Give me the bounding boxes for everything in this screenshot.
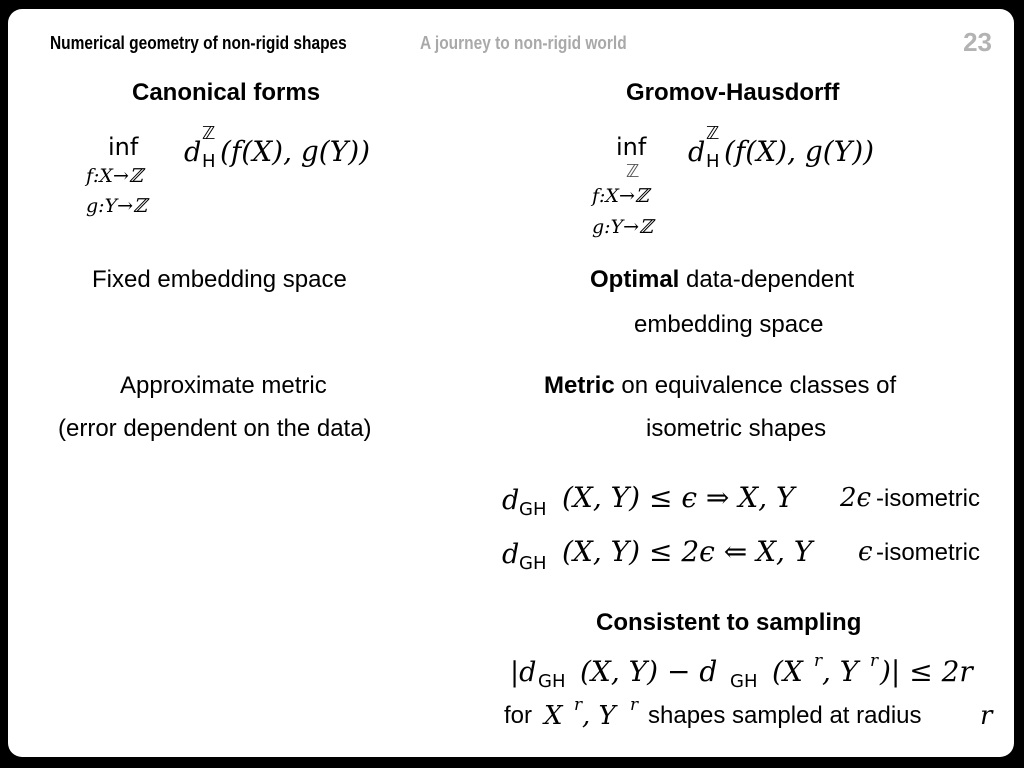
optimal-rest: data-dependent	[679, 266, 855, 293]
approximate-metric-text: Approximate metric	[120, 372, 327, 399]
consistent-sampling-heading: Consistent to sampling	[596, 609, 862, 636]
canonical-forms-heading: Canonical forms	[132, 79, 321, 106]
optimal-bold: Optimal	[590, 266, 680, 293]
cons-gh1: GH	[538, 671, 566, 692]
cons-leq-2r: )| ≤ 2r	[880, 655, 973, 688]
formula-sup-z: ℤ	[202, 123, 216, 144]
presentation-subtitle: A journey to non-rigid world	[420, 33, 627, 53]
for-x: X	[544, 701, 563, 731]
gh-formula-d: d	[688, 137, 706, 168]
ineq1-isometric: -isometric	[876, 485, 981, 512]
page-number: 23	[963, 27, 992, 57]
ineq1-2eps: 2ϵ	[840, 483, 872, 513]
gh-formula-sub-h: H	[706, 151, 720, 172]
for-y: , Y	[582, 701, 616, 731]
formula-d: d	[184, 137, 202, 168]
cons-sup-r1: r	[814, 651, 823, 671]
ineq2-eps: ϵ	[858, 537, 873, 567]
gh-formula-subscript-g: g:Y→ℤ	[592, 216, 653, 238]
formula-args: (f(X), g(Y))	[220, 135, 371, 168]
cons-xy-minus-d: (X, Y) − d	[580, 655, 718, 688]
gh-formula-subscript-f: f:X→ℤ	[592, 185, 649, 207]
for-text: for	[504, 702, 533, 729]
formula-sub-h: H	[202, 151, 216, 172]
shapes-sampled-text: shapes sampled at radius	[648, 702, 922, 729]
ineq1-d: d	[502, 485, 520, 516]
gromov-hausdorff-heading: Gromov-Hausdorff	[626, 79, 840, 106]
cons-xr: (X	[772, 655, 803, 688]
ineq2-gh: GH	[519, 553, 547, 574]
metric-rest: on equivalence classes of	[614, 372, 897, 399]
for-sup-r1: r	[574, 695, 583, 715]
formula-inf: inf	[108, 133, 139, 161]
for-sup-r2: r	[630, 695, 639, 715]
radius-r: r	[980, 701, 993, 731]
ineq2-d: d	[502, 539, 520, 570]
error-dependent-text: (error dependent on the data)	[58, 415, 372, 442]
ineq2-isometric: -isometric	[876, 539, 981, 566]
formula-subscript-g: g:Y→ℤ	[86, 195, 147, 217]
gh-formula-sup-z: ℤ	[706, 123, 720, 144]
cons-sup-r2: r	[870, 651, 879, 671]
cons-yr: , Y	[822, 655, 859, 688]
ineq2-rest: (X, Y) ≤ 2ϵ ⇐ X, Y	[562, 535, 813, 568]
ineq1-rest: (X, Y) ≤ ϵ ⇒ X, Y	[562, 481, 795, 514]
metric-equivalence-text	[544, 372, 896, 400]
gh-formula-inf-sub: ℤ	[626, 161, 640, 182]
cons-gh2: GH	[730, 671, 758, 692]
gh-formula-inf: inf	[616, 133, 647, 161]
cons-abs-d: |d	[510, 657, 537, 688]
isometric-shapes-text: isometric shapes	[646, 415, 827, 442]
embedding-space-text: embedding space	[634, 311, 824, 338]
formula-subscript-f: f:X→ℤ	[86, 165, 143, 187]
gh-formula-args: (f(X), g(Y))	[724, 135, 875, 168]
fixed-embedding-text: Fixed embedding space	[92, 266, 347, 293]
presentation-title: Numerical geometry of non-rigid shapes	[50, 33, 347, 53]
slide	[8, 9, 1014, 757]
optimal-embedding-text	[590, 266, 854, 294]
metric-bold: Metric	[544, 372, 615, 399]
ineq1-gh: GH	[519, 499, 547, 520]
